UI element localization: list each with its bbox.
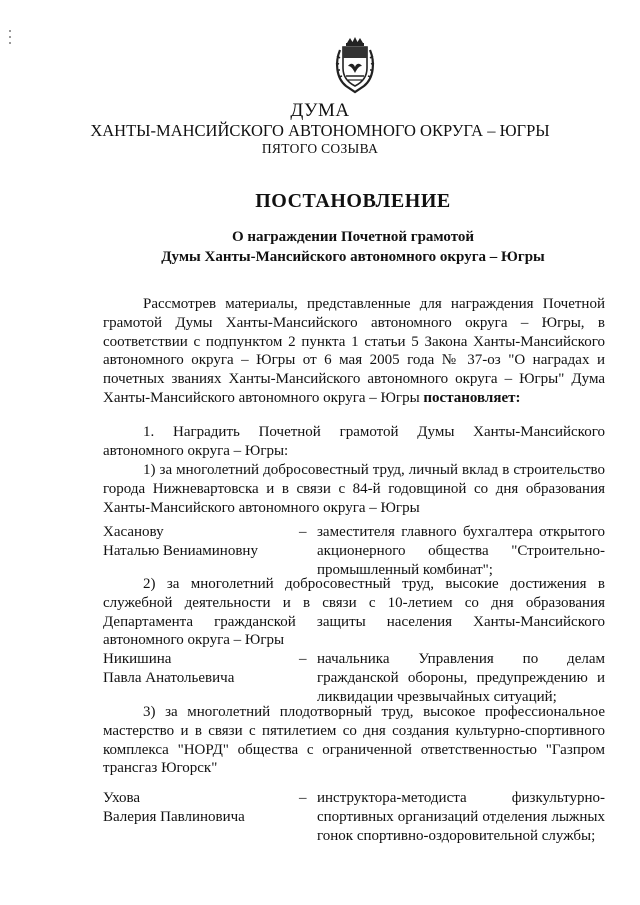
subitem-1-paragraph: 1) за многолетний добросовестный труд, личный вклад в строительство города Нижневартовска и в связи с 84-й годовщиной со дня образования Ханты-Мансийского автономного округа – Югры — [103, 462, 605, 516]
awardee-dash: – — [299, 524, 307, 540]
scan-edge-mark — [9, 36, 11, 38]
awardee-dash: – — [299, 651, 307, 667]
intro-text: Рассмотрев материалы, представленные для награждения Почетной грамотой Думы Ханты-Мансийского автономного округа – Югры, в соответствии с подпунктом 2 пункта 1 статьи 5 Закона Ханты-Мансийского автономного округа – Югры от 6 мая 2005 года № 37-оз "О наградах и почетных званиях Ханты-Мансийского автономного округа – Югры" Дума Ханты-Мансийского автономного округа – Югры — [103, 296, 605, 406]
scan-edge-mark — [9, 30, 11, 32]
header-okrug: ХАНТЫ-МАНСИЙСКОГО АВТОНОМНОГО ОКРУГА – ЮГРЫ — [90, 121, 550, 140]
awardee-given-name: Наталью Вениаминовну — [103, 542, 258, 559]
awardee-dash: – — [299, 790, 307, 806]
header-duma: ДУМА — [290, 100, 350, 121]
awardee-position: инструктора-методиста физкультурно-спортивных организаций отделения лыжных гонок спортивно-оздоровительной службы; — [317, 790, 605, 844]
awardee-surname: Никишина — [103, 651, 172, 667]
awardee-position: заместителя главного бухгалтера открытого акционерного общества "Строительно-промышленный комбинат"; — [317, 524, 605, 578]
resolves-word: постановляет: — [423, 389, 521, 406]
awardee-name — [103, 650, 293, 688]
document-title: ПОСТАНОВЛЕНИЕ — [255, 190, 451, 212]
header-convocation: ПЯТОГО СОЗЫВА — [261, 141, 379, 156]
intro-paragraph — [103, 295, 605, 408]
awardee-name — [103, 789, 293, 827]
awardee-given-name: Павла Анатольевича — [103, 669, 235, 686]
awardee-position: начальника Управления по делам гражданской обороны, предупреждению и ликвидации чрезвычайных ситуаций; — [317, 651, 605, 705]
awardee-given-name: Валерия Павлиновича — [103, 808, 245, 825]
scan-edge-mark — [9, 42, 11, 44]
subitem-3-paragraph: 3) за многолетний плодотворный труд, высокое профессиональное мастерство и в связи с пятилетием со дня создания культурно-спортивного комплекса "НОРД" общества с ограниченной ответственностью "Газпром трансгаз Югорск" — [103, 704, 605, 777]
awardee-surname: Ухова — [103, 790, 141, 806]
item-1-paragraph: 1. Наградить Почетной грамотой Думы Ханты-Мансийского автономного округа – Югры: — [103, 424, 605, 459]
awardee-surname: Хасанову — [103, 524, 164, 540]
document-subject-line-2: Думы Ханты-Мансийского автономного округа – Югры — [161, 249, 545, 265]
document-subject-line-1: О награждении Почетной грамотой — [231, 229, 475, 245]
awardee-name — [103, 523, 293, 561]
coat-of-arms-icon — [332, 36, 378, 94]
subitem-2-paragraph: 2) за многолетний добросовестный труд, высокие достижения в служебной деятельности и в связи с 10-летием со дня образования Департамента гражданской защиты населения Ханты-Мансийского автономного округа – Югры — [103, 576, 605, 649]
